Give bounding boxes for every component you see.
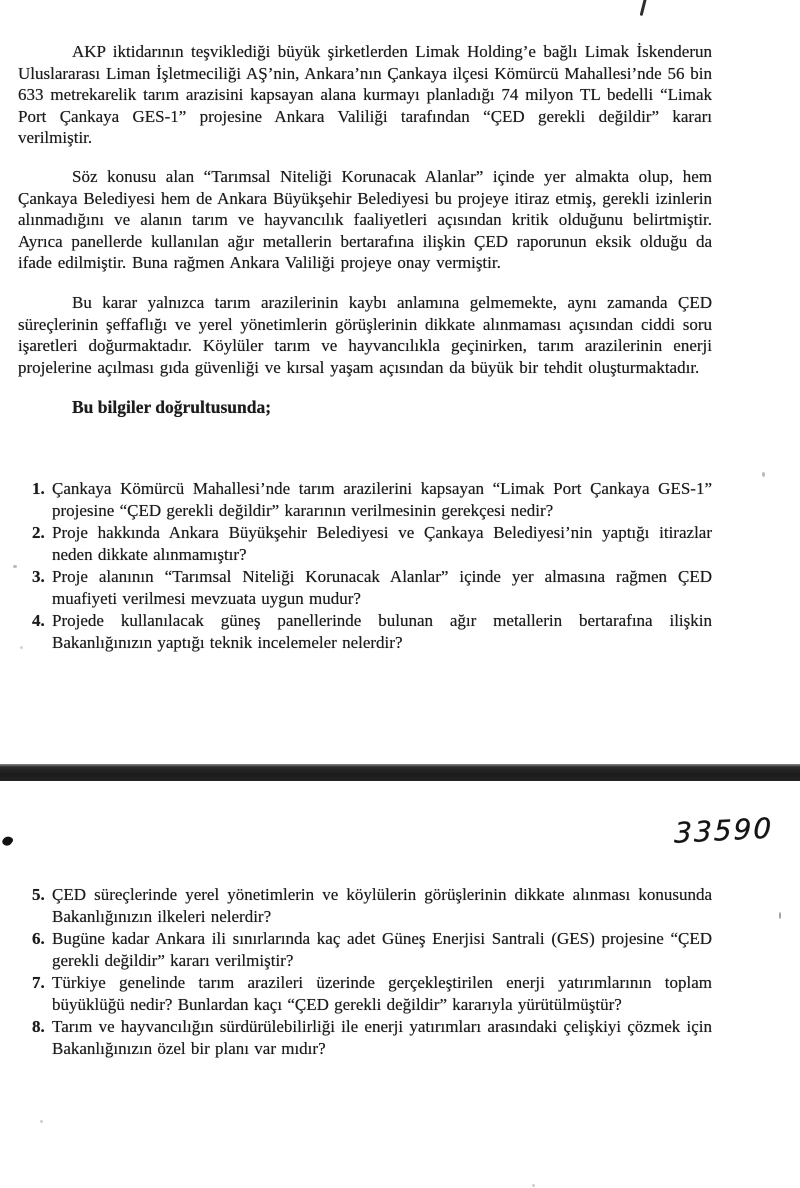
question-item-4 (32, 610, 712, 654)
question-item-8 (32, 1016, 712, 1060)
scan-speck (20, 646, 23, 649)
question-number: 7. (32, 973, 45, 992)
question-text: Proje hakkında Ankara Büyükşehir Belediyesi ve Çankaya Belediyesi’nin yaptığı itirazlar neden dikkate alınmamıştır? (52, 523, 712, 564)
question-text: Çankaya Kömürcü Mahallesi’nde tarım arazilerini kapsayan “Limak Port Çankaya GES-1” projesine “ÇED gerekli değildir” kararının verilmesinin gerekçesi nedir? (52, 479, 712, 520)
question-item-1 (32, 478, 712, 522)
question-number: 2. (32, 523, 45, 542)
question-item-5 (32, 884, 712, 928)
question-text: Proje alanının “Tarımsal Niteliği Korunacak Alanlar” içinde yer almasına rağmen ÇED muafiyeti verilmesi mevzuata uygun mudur? (52, 567, 712, 608)
question-list-page2 (32, 884, 712, 1060)
question-text: Projede kullanılacak güneş panellerinde bulunan ağır metallerin bertarafına ilişkin Bakanlığınızın yaptığı teknik incelemeler nelerdir? (52, 611, 712, 652)
page-separator-bar (0, 764, 800, 781)
section-heading: Bu bilgiler doğrultusunda; (72, 397, 272, 417)
question-item-7 (32, 972, 712, 1016)
scan-speck (532, 1184, 535, 1187)
question-text: Bugüne kadar Ankara ili sınırlarında kaç adet Güneş Enerjisi Santrali (GES) projesine “ÇED gerekli değildir” kararı verilmiştir? (52, 929, 712, 970)
paragraph-1: AKP iktidarının teşviklediği büyük şirketlerden Limak Holding’e bağlı Limak İskenderun Uluslararası Liman İşletmeciliği AŞ’nin, Ankara’nın Çankaya ilçesi Kömürcü Mahallesi’nde 56 bin 633 metrekarelik tarım arazisini kapsayan alana kurmayı planladığı 74 milyon TL bedelli “Limak Port Çankaya GES-1” projesine Ankara Valiliği tarafından “ÇED gerekli değildir” kararı verilmiştir. (18, 42, 712, 147)
question-text: ÇED süreçlerinde yerel yönetimlerin ve köylülerin görüşlerinin dikkate alınması konusunda Bakanlığınızın ilkeleri nelerdir? (52, 885, 712, 926)
pen-slash-mark (640, 0, 648, 16)
question-number: 3. (32, 567, 45, 586)
question-list-page1 (32, 478, 712, 654)
question-number: 6. (32, 929, 45, 948)
question-number: 1. (32, 479, 45, 498)
question-item-6 (32, 928, 712, 972)
question-number: 8. (32, 1017, 45, 1036)
question-number: 4. (32, 611, 45, 630)
scan-speck (40, 1120, 43, 1123)
question-text: Türkiye genelinde tarım arazileri üzerinde gerçekleştirilen enerji yatırımlarının toplam büyüklüğü nedir? Bunlardan kaçı “ÇED gerekli değildir” kararıyla yürütülmüştür? (52, 973, 712, 1014)
handwritten-number: 33590 (673, 811, 774, 850)
paragraph-2: Söz konusu alan “Tarımsal Niteliği Korunacak Alanlar” içinde yer almakta olup, hem Çankaya Belediyesi hem de Ankara Büyükşehir Belediyesi bu projeye itiraz etmiş, gerekli izinlerin alınmadığını ve alanın tarım ve hayvancılık faaliyetleri açısından kritik olduğunu belirtmiştir. Ayrıca panellerde kullanılan ağır metallerin bertarafına ilişkin ÇED raporunun eksik olduğu da ifade edilmiştir. Buna rağmen Ankara Valiliği projeye onay vermiştir. (18, 167, 712, 272)
scan-speck (779, 912, 781, 919)
question-item-2 (32, 522, 712, 566)
scan-speck (762, 472, 765, 477)
question-number: 5. (32, 885, 45, 904)
question-text: Tarım ve hayvancılığın sürdürülebilirliği ile enerji yatırımları arasındaki çelişkiyi çözmek için Bakanlığınızın özel bir planı var mıdır? (52, 1017, 712, 1058)
scan-speck (13, 565, 17, 568)
paragraph-3: Bu karar yalnızca tarım arazilerinin kaybı anlamına gelmemekte, aynı zamanda ÇED süreçlerinin şeffaflığı ve yerel yönetimlerin görüşlerinin dikkate alınmaması açısından ciddi soru işaretleri doğurmaktadır. Köylüler tarım ve hayvancılıkla geçinirken, tarım arazilerinin enerji projelerine açılması gıda güvenliği ve kırsal yaşam açısından da büyük bir tehdit oluşturmaktadır. (18, 293, 712, 377)
ink-dot-mark (1, 834, 14, 847)
question-item-3 (32, 566, 712, 610)
